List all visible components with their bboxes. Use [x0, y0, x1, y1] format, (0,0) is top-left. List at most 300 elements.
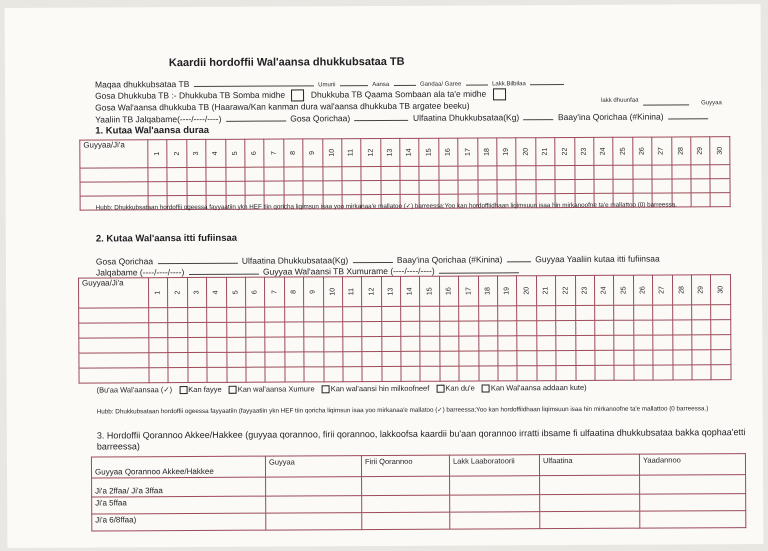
- grid-day-cell[interactable]: [440, 351, 459, 366]
- grid-day-cell[interactable]: [188, 352, 207, 367]
- intensive-day: 14: [400, 138, 420, 166]
- failed-checkbox[interactable]: [322, 385, 330, 393]
- grid-day-cell[interactable]: [323, 307, 342, 322]
- sex-field[interactable]: [394, 77, 416, 86]
- grid-day-cell[interactable]: [362, 352, 381, 367]
- continuation-row[interactable]: [79, 365, 731, 383]
- grid-row-label-cell[interactable]: [80, 168, 148, 182]
- grid-day-cell[interactable]: [284, 181, 303, 195]
- grid-day-cell[interactable]: [575, 165, 594, 179]
- grid-day-cell[interactable]: [343, 322, 362, 337]
- grid-day-cell[interactable]: [653, 335, 672, 350]
- grid-day-cell[interactable]: [381, 180, 400, 194]
- grid-day-cell[interactable]: [459, 336, 478, 351]
- grid-day-cell[interactable]: [265, 367, 284, 382]
- intensive-day: 7: [264, 139, 284, 167]
- grid-day-cell[interactable]: [168, 338, 187, 353]
- grid-day-cell[interactable]: [342, 181, 361, 195]
- grid-day-cell[interactable]: [382, 366, 401, 381]
- grid-day-cell[interactable]: [167, 168, 186, 182]
- intensive-col-label: Guyyaa/Ji'a: [80, 140, 148, 168]
- grid-day-cell[interactable]: [207, 322, 226, 337]
- extrapulmonary-tb-checkbox[interactable]: [493, 88, 506, 100]
- continuation-day: 18: [478, 276, 498, 306]
- grid-day-cell[interactable]: [556, 350, 575, 365]
- cured-label: Kan fayye: [188, 384, 222, 395]
- died-label: Kan du'e: [445, 383, 475, 393]
- grid-day-cell[interactable]: [149, 338, 168, 353]
- treatment-start-field[interactable]: [226, 113, 286, 122]
- grid-day-cell[interactable]: [382, 336, 401, 351]
- grid-day-cell[interactable]: [265, 322, 284, 337]
- age-label: Umurii: [318, 82, 336, 89]
- weight-label: Ulfaatina Dhukkubsataa(Kg): [412, 112, 520, 123]
- sputum-cell[interactable]: [640, 511, 746, 529]
- grid-day-cell[interactable]: [148, 182, 167, 196]
- grid-day-cell[interactable]: [440, 336, 459, 351]
- grid-day-cell[interactable]: [284, 307, 303, 322]
- grid-day-cell[interactable]: [304, 337, 323, 352]
- continuation-day: 3: [187, 277, 207, 307]
- grid-day-cell[interactable]: [537, 336, 556, 351]
- grid-day-cell[interactable]: [304, 352, 323, 367]
- grid-day-cell[interactable]: [595, 320, 614, 335]
- grid-day-cell[interactable]: [672, 305, 691, 320]
- grid-day-cell[interactable]: [400, 180, 419, 194]
- grid-day-cell[interactable]: [711, 335, 730, 350]
- completed-checkbox[interactable]: [229, 386, 237, 394]
- grid-day-cell[interactable]: [692, 335, 711, 350]
- sputum-cell[interactable]: [540, 494, 640, 512]
- grid-day-cell[interactable]: [634, 365, 653, 380]
- grid-day-cell[interactable]: [245, 167, 264, 181]
- grid-day-cell[interactable]: [710, 179, 729, 193]
- grid-day-cell[interactable]: [207, 337, 226, 352]
- grid-day-cell[interactable]: [207, 307, 226, 322]
- grid-day-cell[interactable]: [381, 321, 400, 336]
- grid-day-cell[interactable]: [401, 321, 420, 336]
- grid-day-cell[interactable]: [361, 167, 380, 181]
- grid-day-cell[interactable]: [148, 168, 167, 182]
- grid-row-label-cell[interactable]: [79, 338, 149, 353]
- sputum-cell[interactable]: [450, 512, 540, 529]
- pill-count-label: Baay'ina Qorichaa (#Kinina): [557, 111, 664, 123]
- grid-day-cell[interactable]: [671, 165, 690, 179]
- sputum-cell[interactable]: [450, 476, 540, 495]
- grid-day-cell[interactable]: [672, 335, 691, 350]
- grid-day-cell[interactable]: [285, 367, 304, 382]
- drug-type-label: Gosa Qorichaa): [290, 113, 351, 124]
- grid-day-cell[interactable]: [420, 351, 439, 366]
- grid-day-cell[interactable]: [304, 307, 323, 322]
- lost-to-follow-up-checkbox[interactable]: [482, 384, 490, 392]
- grid-day-cell[interactable]: [362, 337, 381, 352]
- grid-day-cell[interactable]: [711, 350, 730, 365]
- section1-heading: 1. Kutaa Wal'aansa duraa: [95, 124, 210, 137]
- grid-day-cell[interactable]: [498, 366, 517, 381]
- patient-name-field[interactable]: [194, 77, 314, 87]
- grid-day-cell[interactable]: [401, 336, 420, 351]
- treatment-start-label: Yaaliin TB Jalqabame(----/----/----): [95, 113, 222, 125]
- intensive-day: 22: [555, 138, 575, 166]
- intensive-day: 11: [342, 139, 362, 167]
- grid-row-label-cell[interactable]: [79, 368, 149, 383]
- grid-day-cell[interactable]: [653, 320, 672, 335]
- grid-day-cell[interactable]: [168, 308, 187, 323]
- intensive-day: 25: [613, 137, 633, 165]
- grid-day-cell[interactable]: [595, 335, 614, 350]
- grid-day-cell[interactable]: [285, 352, 304, 367]
- sputum-cell[interactable]: [362, 476, 450, 495]
- grid-day-cell[interactable]: [614, 365, 633, 380]
- grid-day-cell[interactable]: [478, 321, 497, 336]
- grid-day-cell[interactable]: [226, 322, 245, 337]
- grid-day-cell[interactable]: [264, 181, 283, 195]
- grid-day-cell[interactable]: [323, 352, 342, 367]
- pulmonary-tb-checkbox[interactable]: [291, 89, 304, 101]
- grid-day-cell[interactable]: [323, 322, 342, 337]
- grid-day-cell[interactable]: [401, 351, 420, 366]
- sputum-cell[interactable]: [450, 495, 540, 512]
- grid-day-cell[interactable]: [188, 367, 207, 382]
- grid-day-cell[interactable]: [537, 351, 556, 366]
- grid-day-cell[interactable]: [595, 350, 614, 365]
- sputum-cell[interactable]: [266, 513, 362, 531]
- grid-day-cell[interactable]: [246, 367, 265, 382]
- grid-day-cell[interactable]: [555, 180, 574, 194]
- cont-weight-label: Ulfaatina Dhukkubsataa(Kg): [241, 255, 349, 266]
- grid-day-cell[interactable]: [595, 365, 614, 380]
- grid-day-cell[interactable]: [420, 321, 439, 336]
- grid-day-cell[interactable]: [304, 322, 323, 337]
- grid-day-cell[interactable]: [575, 320, 594, 335]
- grid-day-cell[interactable]: [633, 179, 652, 193]
- grid-day-cell[interactable]: [459, 306, 478, 321]
- grid-day-cell[interactable]: [188, 322, 207, 337]
- grid-day-cell[interactable]: [168, 323, 187, 338]
- cured-checkbox[interactable]: [179, 386, 187, 394]
- grid-day-cell[interactable]: [419, 180, 438, 194]
- grid-day-cell[interactable]: [478, 166, 497, 180]
- grid-day-cell[interactable]: [575, 350, 594, 365]
- intensive-day: 15: [419, 138, 439, 166]
- continuation-day: 15: [420, 276, 440, 306]
- grid-day-cell[interactable]: [497, 180, 516, 194]
- section2-note: Hubb: Dhukkubsataan hordoffii ogeessa fayyaatiin (fayyaatiin ykn HEF tiin qoricha liqimsun isaa yoo mirkanaa'e mallatoo (✓) barreessa;Yoo kan hordoffiidhaan liqimsuun isaa hin mirkanoofne ta'e mallattoo (0 barreessa.): [96, 405, 709, 416]
- grid-day-cell[interactable]: [575, 335, 594, 350]
- cont-weight-field[interactable]: [352, 254, 392, 263]
- grid-day-cell[interactable]: [440, 321, 459, 336]
- sputum-row-label: Ji'a 2ffaa/ Ji'a 3ffaa: [92, 477, 266, 497]
- grid-day-cell[interactable]: [401, 366, 420, 381]
- continuation-day: 5: [226, 277, 246, 307]
- grid-day-cell[interactable]: [711, 320, 730, 335]
- grid-day-cell[interactable]: [653, 365, 672, 380]
- grid-day-cell[interactable]: [517, 366, 536, 381]
- grid-day-cell[interactable]: [246, 352, 265, 367]
- cont-pill-count-label: Baay'ina Qorichaa (#Kinina): [396, 254, 503, 265]
- grid-day-cell[interactable]: [498, 336, 517, 351]
- grid-day-cell[interactable]: [246, 337, 265, 352]
- sputum-cell[interactable]: [640, 494, 746, 512]
- grid-day-cell[interactable]: [536, 166, 555, 180]
- grid-day-cell[interactable]: [691, 179, 710, 193]
- grid-day-cell[interactable]: [284, 167, 303, 181]
- grid-day-cell[interactable]: [479, 366, 498, 381]
- grid-day-cell[interactable]: [303, 167, 322, 181]
- grid-day-cell[interactable]: [673, 365, 692, 380]
- grid-day-cell[interactable]: [478, 180, 497, 194]
- grid-day-cell[interactable]: [167, 182, 186, 196]
- grid-day-cell[interactable]: [458, 166, 477, 180]
- grid-day-cell[interactable]: [265, 352, 284, 367]
- sputum-cell[interactable]: [362, 512, 450, 529]
- grid-day-cell[interactable]: [168, 368, 187, 383]
- grid-day-cell[interactable]: [419, 166, 438, 180]
- grid-day-cell[interactable]: [614, 335, 633, 350]
- grid-day-cell[interactable]: [517, 306, 536, 321]
- grid-day-cell[interactable]: [440, 306, 459, 321]
- grid-day-cell[interactable]: [634, 335, 653, 350]
- intensive-day: 6: [245, 139, 265, 167]
- sputum-cell[interactable]: [266, 477, 362, 497]
- continuation-day: 11: [342, 277, 362, 307]
- grid-day-cell[interactable]: [517, 321, 536, 336]
- grid-day-cell[interactable]: [556, 320, 575, 335]
- cont-pill-count-field[interactable]: [507, 253, 531, 262]
- grid-day-cell[interactable]: [633, 165, 652, 179]
- grid-day-cell[interactable]: [614, 350, 633, 365]
- grid-day-cell[interactable]: [614, 305, 633, 320]
- grid-day-cell[interactable]: [555, 166, 574, 180]
- grid-day-cell[interactable]: [575, 179, 594, 193]
- age-field[interactable]: [340, 77, 368, 86]
- grid-day-cell[interactable]: [613, 179, 632, 193]
- grid-day-cell[interactable]: [225, 167, 244, 181]
- grid-day-cell[interactable]: [323, 337, 342, 352]
- section2-heading: 2. Kutaa Wal'aansa itti fufiinsaa: [95, 232, 238, 245]
- grid-day-cell[interactable]: [285, 337, 304, 352]
- cont-drug-type-field[interactable]: [157, 255, 237, 264]
- intensive-day: 29: [691, 137, 711, 165]
- treatment-completed-field[interactable]: [439, 264, 519, 273]
- grid-day-cell[interactable]: [516, 180, 535, 194]
- grid-day-cell[interactable]: [227, 367, 246, 382]
- grid-row-label-cell[interactable]: [79, 323, 149, 338]
- grid-day-cell[interactable]: [594, 179, 613, 193]
- grid-day-cell[interactable]: [323, 367, 342, 382]
- patient-info-line-4: [95, 110, 710, 124]
- grid-day-cell[interactable]: [420, 306, 439, 321]
- kebele-label: Gandaa/ Garee: [419, 81, 462, 88]
- sputum-cell[interactable]: [540, 511, 640, 529]
- grid-day-cell[interactable]: [420, 336, 439, 351]
- grid-day-cell[interactable]: [246, 307, 265, 322]
- grid-day-cell[interactable]: [322, 167, 341, 181]
- continuation-day: 30: [711, 275, 731, 305]
- grid-day-cell[interactable]: [149, 368, 168, 383]
- grid-day-cell[interactable]: [343, 352, 362, 367]
- grid-day-cell[interactable]: [479, 351, 498, 366]
- grid-day-cell[interactable]: [692, 305, 711, 320]
- grid-day-cell[interactable]: [187, 167, 206, 181]
- intensive-day: 12: [361, 139, 381, 167]
- grid-day-cell[interactable]: [168, 353, 187, 368]
- grid-day-cell[interactable]: [245, 181, 264, 195]
- sputum-cell[interactable]: [640, 475, 746, 495]
- grid-day-cell[interactable]: [284, 322, 303, 337]
- grid-day-cell[interactable]: [711, 365, 730, 380]
- grid-row-label-cell[interactable]: [79, 308, 149, 323]
- grid-day-cell[interactable]: [536, 306, 555, 321]
- grid-day-cell[interactable]: [382, 351, 401, 366]
- grid-day-cell[interactable]: [653, 350, 672, 365]
- grid-day-cell[interactable]: [517, 336, 536, 351]
- grid-day-cell[interactable]: [498, 321, 517, 336]
- grid-day-cell[interactable]: [653, 305, 672, 320]
- intensive-day: 17: [458, 138, 478, 166]
- continuation-day: 1: [149, 278, 169, 308]
- grid-day-cell[interactable]: [556, 305, 575, 320]
- grid-day-cell[interactable]: [459, 351, 478, 366]
- continuation-day: 16: [439, 276, 459, 306]
- sputum-cell[interactable]: [362, 495, 450, 512]
- grid-day-cell[interactable]: [149, 353, 168, 368]
- grid-day-cell[interactable]: [478, 336, 497, 351]
- grid-day-cell[interactable]: [536, 180, 555, 194]
- grid-day-cell[interactable]: [498, 306, 517, 321]
- drug-type-field[interactable]: [355, 112, 409, 121]
- grid-day-cell[interactable]: [459, 321, 478, 336]
- registration-number-field[interactable]: [643, 96, 689, 105]
- section1-note: Hubb: Dhukkubsataan hordoffii ogeessa fayyaatiin ykn HEF tiin qoricha liqimsun isaa yoo mirkanaa'e mallatoo (✓) barreessa;Yoo kan hordoffiidhaan liqimsuun isaa hin mirkanoofne ta'e mallattoo (0) barreessa.: [95, 201, 677, 212]
- grid-day-cell[interactable]: [420, 366, 439, 381]
- grid-day-cell[interactable]: [537, 366, 556, 381]
- grid-day-cell[interactable]: [516, 166, 535, 180]
- grid-day-cell[interactable]: [710, 165, 729, 179]
- grid-day-cell[interactable]: [246, 322, 265, 337]
- grid-day-cell[interactable]: [556, 365, 575, 380]
- grid-day-cell[interactable]: [478, 306, 497, 321]
- grid-day-cell[interactable]: [576, 365, 595, 380]
- cont-started-field[interactable]: [189, 266, 259, 275]
- intensive-day: 4: [206, 139, 226, 167]
- grid-day-cell[interactable]: [652, 165, 671, 179]
- pill-count-field[interactable]: [668, 110, 708, 119]
- continuation-day: 17: [459, 276, 479, 306]
- grid-day-cell[interactable]: [362, 307, 381, 322]
- grid-day-cell[interactable]: [304, 367, 323, 382]
- grid-day-cell[interactable]: [265, 337, 284, 352]
- grid-day-cell[interactable]: [303, 181, 322, 195]
- grid-day-cell[interactable]: [342, 167, 361, 181]
- grid-day-cell[interactable]: [401, 306, 420, 321]
- sputum-header-remark: Yaadannoo: [639, 454, 745, 476]
- grid-day-cell[interactable]: [634, 320, 653, 335]
- grid-day-cell[interactable]: [537, 321, 556, 336]
- grid-day-cell[interactable]: [691, 165, 710, 179]
- grid-day-cell[interactable]: [439, 180, 458, 194]
- grid-day-cell[interactable]: [440, 366, 459, 381]
- grid-day-cell[interactable]: [692, 365, 711, 380]
- grid-day-cell[interactable]: [672, 179, 691, 193]
- grid-day-cell[interactable]: [149, 323, 168, 338]
- continuation-day: 24: [594, 275, 614, 305]
- grid-row-label-cell[interactable]: [80, 182, 148, 196]
- grid-day-cell[interactable]: [381, 166, 400, 180]
- grid-day-cell[interactable]: [323, 181, 342, 195]
- grid-day-cell[interactable]: [187, 181, 206, 195]
- intensive-phase-grid: [79, 136, 730, 210]
- phone-field[interactable]: [530, 76, 564, 85]
- grid-day-cell[interactable]: [672, 320, 691, 335]
- grid-day-cell[interactable]: [497, 166, 516, 180]
- grid-day-cell[interactable]: [207, 352, 226, 367]
- grid-day-cell[interactable]: [226, 337, 245, 352]
- grid-day-cell[interactable]: [362, 322, 381, 337]
- grid-day-cell[interactable]: [362, 367, 381, 382]
- grid-day-cell[interactable]: [458, 180, 477, 194]
- grid-day-cell[interactable]: [206, 167, 225, 181]
- grid-day-cell[interactable]: [594, 165, 613, 179]
- grid-day-cell[interactable]: [556, 335, 575, 350]
- grid-day-cell[interactable]: [575, 305, 594, 320]
- grid-day-cell[interactable]: [498, 351, 517, 366]
- sputum-cell[interactable]: [540, 475, 640, 495]
- treatment-outcome-label: (Bu'aa Wal'aansaa (✓): [96, 385, 173, 395]
- form-title: Kaardii hordoffii Wal'aansa dhukkubsataa TB: [168, 55, 405, 70]
- intensive-day: 8: [284, 139, 304, 167]
- grid-day-cell[interactable]: [711, 305, 730, 320]
- died-checkbox[interactable]: [436, 385, 444, 393]
- grid-day-cell[interactable]: [361, 181, 380, 195]
- grid-day-cell[interactable]: [692, 350, 711, 365]
- intensive-day: 26: [633, 137, 653, 165]
- grid-day-cell[interactable]: [343, 307, 362, 322]
- sputum-header-weight: Ulfaatina: [539, 454, 639, 476]
- grid-day-cell[interactable]: [633, 305, 652, 320]
- grid-day-cell[interactable]: [226, 307, 245, 322]
- grid-day-cell[interactable]: [265, 307, 284, 322]
- grid-day-cell[interactable]: [517, 351, 536, 366]
- grid-day-cell[interactable]: [672, 350, 691, 365]
- grid-day-cell[interactable]: [459, 366, 478, 381]
- grid-day-cell[interactable]: [207, 367, 226, 382]
- grid-day-cell[interactable]: [652, 179, 671, 193]
- grid-day-cell[interactable]: [226, 352, 245, 367]
- grid-day-cell[interactable]: [226, 181, 245, 195]
- grid-day-cell[interactable]: [343, 337, 362, 352]
- grid-day-cell[interactable]: [188, 337, 207, 352]
- grid-row-label-cell[interactable]: [79, 353, 149, 368]
- grid-day-cell[interactable]: [692, 320, 711, 335]
- grid-day-cell[interactable]: [613, 165, 632, 179]
- kebele-field[interactable]: [466, 76, 488, 85]
- weight-field[interactable]: [524, 111, 554, 120]
- grid-day-cell[interactable]: [149, 308, 168, 323]
- grid-day-cell[interactable]: [343, 367, 362, 382]
- grid-day-cell[interactable]: [595, 305, 614, 320]
- grid-day-cell[interactable]: [264, 167, 283, 181]
- grid-day-cell[interactable]: [400, 166, 419, 180]
- grid-day-cell[interactable]: [187, 307, 206, 322]
- grid-day-cell[interactable]: [634, 350, 653, 365]
- grid-day-cell[interactable]: [381, 306, 400, 321]
- sputum-cell[interactable]: [266, 496, 362, 514]
- grid-day-cell[interactable]: [614, 320, 633, 335]
- grid-day-cell[interactable]: [206, 181, 225, 195]
- grid-day-cell[interactable]: [439, 166, 458, 180]
